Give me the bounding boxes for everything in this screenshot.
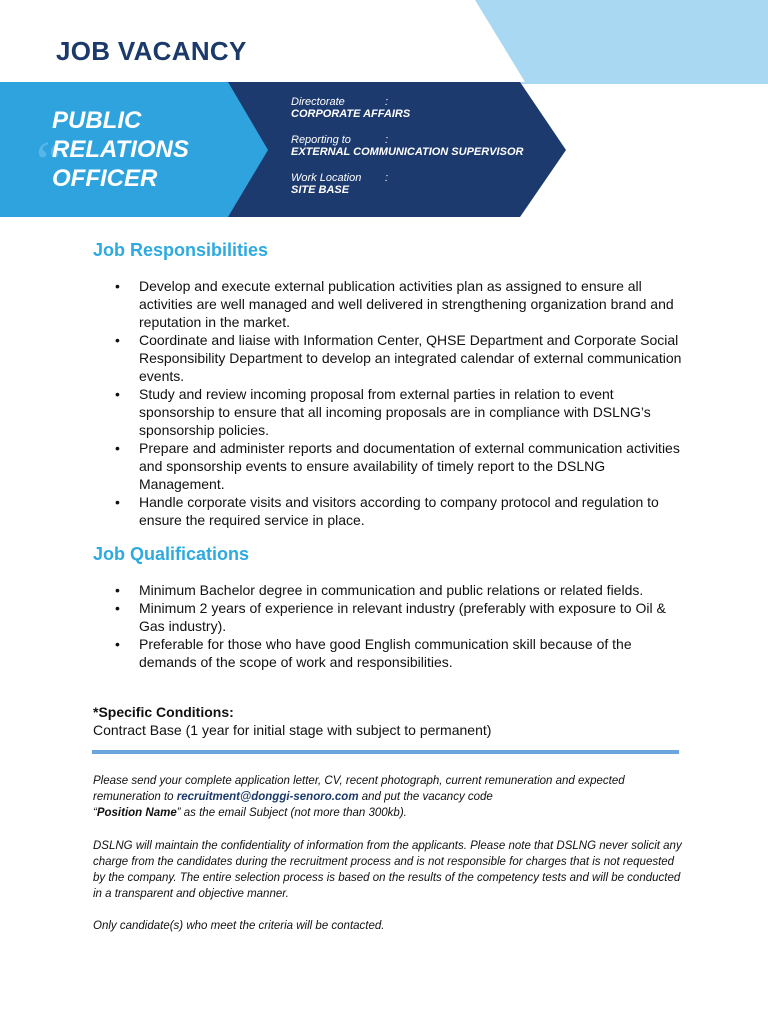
confidentiality-note: DSLNG will maintain the confidentiality of information from the applicants. Please note that DSLNG never solicit any charge from the candidates during the recruitment process and is not responsible for charges that is not requested by the company. The entire selection process is based on the results of the competency tests and will be conducted in a transparent and objective manner. (93, 840, 682, 900)
list-item (93, 581, 693, 599)
position-title-line2: RELATIONS (52, 136, 189, 163)
list-item (93, 385, 693, 439)
location-colon: : (385, 172, 389, 184)
position-title-line1: PUBLIC (52, 107, 142, 134)
list-item-text: Prepare and administer reports and documentation of external communication activities and sponsorship events to ensure availability of timely report to the DSLNG Management. (139, 440, 680, 492)
reporting-label: Reporting to (291, 134, 351, 146)
directorate-value: CORPORATE AFFAIRS (291, 108, 411, 120)
list-item-text: Minimum Bachelor degree in communication and public relations or related fields. (139, 582, 644, 598)
bullet-icon: • (115, 600, 120, 616)
reporting-value: EXTERNAL COMMUNICATION SUPERVISOR (291, 146, 524, 158)
directorate-info (291, 96, 523, 120)
instructions-text-d: ” as the email Subject (not more than 300kb). (176, 807, 407, 819)
list-item-text: Study and review incoming proposal from external parties in relation to event sponsorship to ensure that all incoming proposals are in compliance with DSLNG’s sponsorship policies. (139, 386, 651, 438)
list-item (93, 599, 693, 635)
list-item (93, 331, 693, 385)
conditions-heading: *Specific Conditions: (93, 704, 234, 720)
bullet-icon: • (115, 278, 120, 294)
instructions-text-a: Please send your complete application letter, CV, recent photograph, current remuneration and expected remuneration to (93, 775, 625, 803)
responsibilities-heading: Job Responsibilities (93, 240, 269, 260)
bullet-icon: • (115, 386, 120, 402)
list-item (93, 635, 693, 671)
list-item-text: Develop and execute external publication activities plan as assigned to ensure all activities are well managed and well delivered in strengthening organization brand and reputation in the market. (139, 278, 674, 330)
position-title (52, 106, 189, 193)
recruitment-email-link[interactable]: recruitment@donggi-senoro.com (176, 791, 359, 803)
position-title-line3: OFFICER (52, 165, 158, 192)
list-item-text: Coordinate and liaise with Information Center, QHSE Department and Corporate Social Responsibility Department to develop an integrated calendar of external communication events. (139, 332, 682, 384)
list-item (93, 439, 693, 493)
position-name-text: Position Name (96, 807, 177, 819)
reporting-colon: : (385, 134, 389, 146)
quote-mark-decoration: “ (30, 129, 64, 195)
section-divider (92, 750, 679, 754)
bullet-icon: • (115, 332, 120, 348)
bullet-icon: • (115, 440, 120, 456)
position-info (291, 96, 523, 210)
application-instructions (93, 773, 683, 821)
list-item-text: Preferable for those who have good English communication skill because of the demands of the scope of work and responsibilities. (139, 636, 632, 670)
list-item-text: Minimum 2 years of experience in relevant industry (preferably with exposure to Oil & Gas industry). (139, 600, 666, 634)
open-quote: “ (93, 807, 97, 819)
location-value: SITE BASE (291, 184, 350, 196)
contact-note: Only candidate(s) who meet the criteria will be contacted. (93, 920, 385, 932)
bullet-icon: • (115, 494, 120, 510)
instructions-text-b: and put the vacancy code (358, 791, 493, 803)
bullet-icon: • (115, 636, 120, 652)
qualifications-heading: Job Qualifications (93, 544, 250, 564)
page-title: JOB VACANCY (56, 36, 247, 66)
directorate-colon: : (385, 96, 389, 108)
bullet-icon: • (115, 582, 120, 598)
responsibilities-list (93, 277, 693, 529)
list-item (93, 277, 693, 331)
location-label: Work Location (291, 172, 362, 184)
specific-conditions (93, 703, 491, 739)
qualifications-list (93, 581, 693, 671)
light-blue-accent (475, 0, 768, 82)
location-info (291, 172, 523, 196)
list-item (93, 493, 693, 529)
reporting-info (291, 134, 523, 158)
list-item-text: Handle corporate visits and visitors according to company protocol and regulation to ensure the required service in place. (139, 494, 659, 528)
directorate-label: Directorate (291, 96, 345, 108)
conditions-text: Contract Base (1 year for initial stage with subject to permanent) (93, 722, 492, 738)
